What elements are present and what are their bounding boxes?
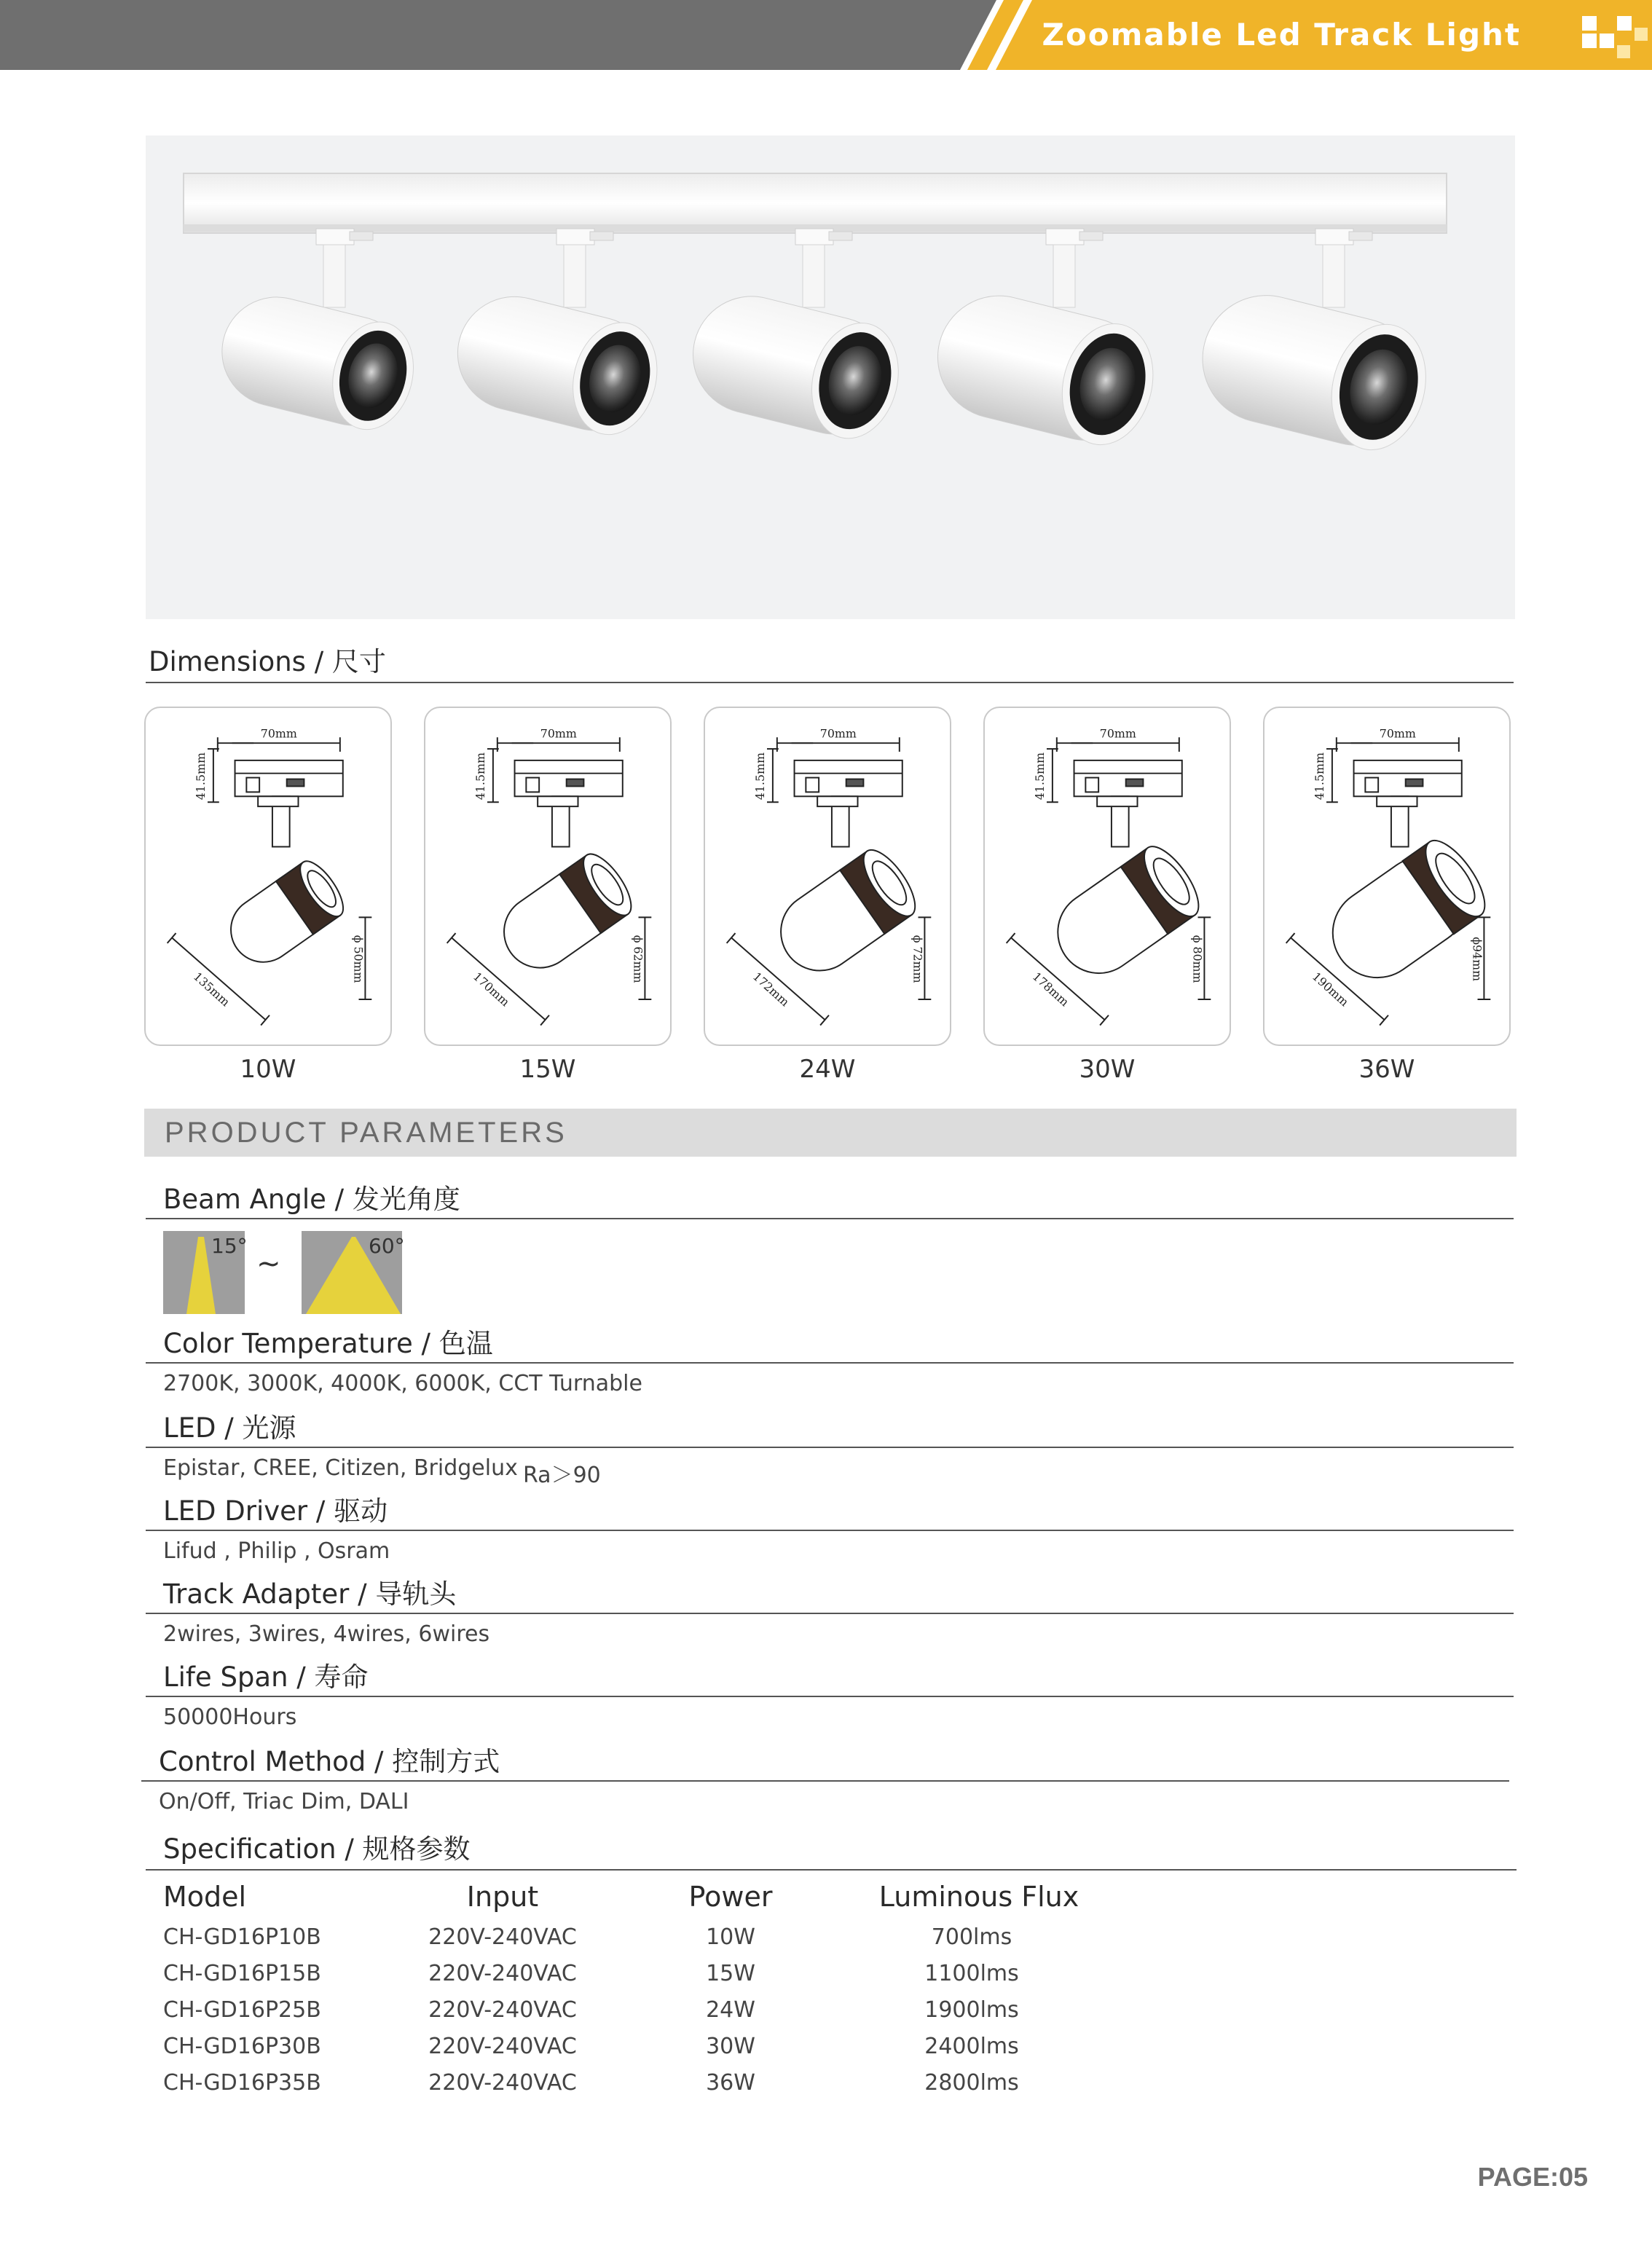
spec-cell-flux: 700lms xyxy=(931,1924,1012,1950)
dim-length-label: 170mm xyxy=(470,969,513,1010)
dim-diameter-label: ϕ 72mm xyxy=(910,935,925,983)
dimension-watt-label: 15W xyxy=(519,1055,576,1084)
header-title: Zoomable Led Track Light xyxy=(1042,17,1521,52)
control-divider xyxy=(141,1780,1509,1782)
spec-cell-model: CH-GD16P25B xyxy=(163,1997,321,2023)
life-divider xyxy=(146,1696,1514,1697)
track-lights-illustration xyxy=(146,135,1515,619)
track-light-1 xyxy=(211,229,425,438)
color-temp-label: Color Temperature / 色温 xyxy=(163,1328,493,1359)
spec-cell-input: 220V-240VAC xyxy=(428,1997,577,2023)
beam-angle-divider xyxy=(146,1218,1514,1219)
spec-cell-flux: 2400lms xyxy=(924,2034,1019,2059)
spec-label: Specification / 规格参数 xyxy=(163,1833,471,1865)
page-number: PAGE:05 xyxy=(1477,2162,1588,2192)
dimensions-title: Dimensions / 尺寸 xyxy=(149,646,386,677)
track-light-2 xyxy=(446,229,669,444)
spec-cell-power: 36W xyxy=(706,2070,755,2096)
dimensions-divider xyxy=(146,682,1514,683)
spec-cell-flux: 2800lms xyxy=(924,2070,1019,2096)
color-temp-divider xyxy=(146,1362,1514,1364)
dimension-watt-label: 36W xyxy=(1358,1055,1415,1084)
dim-width-label: 70mm xyxy=(1379,726,1416,741)
dim-width-label: 70mm xyxy=(1099,726,1136,741)
color-temp-value: 2700K, 3000K, 4000K, 6000K, CCT Turnable xyxy=(163,1371,642,1396)
driver-label: LED Driver / 驱动 xyxy=(163,1495,388,1527)
spec-header-power: Power xyxy=(688,1881,773,1913)
led-value: Epistar, CREE, Citizen, Bridgelux xyxy=(163,1455,518,1481)
beam-min-value: 15° xyxy=(211,1234,248,1258)
dimension-drawing xyxy=(985,708,1230,1045)
dim-length-label: 172mm xyxy=(750,969,792,1010)
dimension-drawing xyxy=(425,708,670,1045)
dim-height-label: 41.5mm xyxy=(473,752,488,801)
dimension-drawing xyxy=(1264,708,1509,1045)
led-label: LED / 光源 xyxy=(163,1412,296,1444)
dim-width-label: 70mm xyxy=(819,726,857,741)
led-divider xyxy=(146,1447,1514,1448)
life-label: Life Span / 寿命 xyxy=(163,1661,369,1693)
hero-product-photo xyxy=(146,135,1515,619)
params-title: PRODUCT PARAMETERS xyxy=(165,1117,567,1149)
driver-value: Lifud , Philip , Osram xyxy=(163,1538,390,1564)
adapter-label: Track Adapter / 导轨头 xyxy=(163,1578,457,1610)
control-value: On/Off, Triac Dim, DALI xyxy=(159,1789,409,1814)
spec-cell-input: 220V-240VAC xyxy=(428,1961,577,1986)
dim-width-label: 70mm xyxy=(260,726,297,741)
spec-cell-power: 30W xyxy=(706,2034,755,2059)
spec-cell-flux: 1100lms xyxy=(924,1961,1019,1986)
spec-cell-model: CH-GD16P35B xyxy=(163,2070,321,2096)
dim-length-label: 190mm xyxy=(1309,969,1352,1010)
spec-divider xyxy=(146,1869,1517,1871)
dimension-card-15w xyxy=(424,707,672,1046)
dimension-watt-label: 10W xyxy=(240,1055,296,1084)
dim-length-label: 178mm xyxy=(1029,969,1072,1010)
spec-cell-power: 15W xyxy=(706,1961,755,1986)
spec-cell-model: CH-GD16P15B xyxy=(163,1961,321,1986)
spec-cell-input: 220V-240VAC xyxy=(428,2034,577,2059)
dimension-watt-label: 30W xyxy=(1079,1055,1136,1084)
dim-diameter-label: ϕ 50mm xyxy=(351,935,366,983)
dim-height-label: 41.5mm xyxy=(753,752,768,801)
beam-angle-label: Beam Angle / 发光角度 xyxy=(163,1184,460,1215)
spec-cell-flux: 1900lms xyxy=(924,1997,1019,2023)
track-light-5 xyxy=(1189,229,1438,460)
spec-header-model: Model xyxy=(163,1881,247,1913)
dimension-card-30w xyxy=(983,707,1231,1046)
dim-height-label: 41.5mm xyxy=(194,752,208,801)
driver-divider xyxy=(146,1530,1514,1531)
track-light-3 xyxy=(681,229,910,448)
dimension-card-10w xyxy=(144,707,392,1046)
control-label: Control Method / 控制方式 xyxy=(159,1746,500,1777)
spec-cell-model: CH-GD16P30B xyxy=(163,2034,321,2059)
beam-tilde: ~ xyxy=(256,1247,281,1281)
adapter-divider xyxy=(146,1613,1514,1614)
dim-diameter-label: ϕ94mm xyxy=(1470,937,1484,982)
dimension-watt-label: 24W xyxy=(799,1055,856,1084)
led-ra-value: Ra＞90 xyxy=(523,1463,601,1488)
dim-diameter-label: ϕ 80mm xyxy=(1190,935,1205,983)
dimension-drawing xyxy=(705,708,950,1045)
dim-height-label: 41.5mm xyxy=(1313,752,1327,801)
dim-diameter-label: ϕ 62mm xyxy=(631,935,645,983)
beam-max-value: 60° xyxy=(369,1234,405,1258)
dimension-card-36w xyxy=(1263,707,1511,1046)
spec-cell-input: 220V-240VAC xyxy=(428,1924,577,1950)
dim-width-label: 70mm xyxy=(540,726,577,741)
life-value: 50000Hours xyxy=(163,1704,297,1730)
spec-cell-input: 220V-240VAC xyxy=(428,2070,577,2096)
spec-cell-model: CH-GD16P10B xyxy=(163,1924,321,1950)
adapter-value: 2wires, 3wires, 4wires, 6wires xyxy=(163,1621,490,1647)
spec-cell-power: 24W xyxy=(706,1997,755,2023)
dim-height-label: 41.5mm xyxy=(1033,752,1047,801)
spec-header-flux: Luminous Flux xyxy=(878,1881,1079,1913)
dimension-drawing xyxy=(146,708,390,1045)
spec-cell-power: 10W xyxy=(706,1924,755,1950)
track-light-4 xyxy=(925,229,1165,455)
dimension-card-24w xyxy=(704,707,951,1046)
dim-length-label: 135mm xyxy=(190,969,233,1010)
spec-header-input: Input xyxy=(466,1881,539,1913)
